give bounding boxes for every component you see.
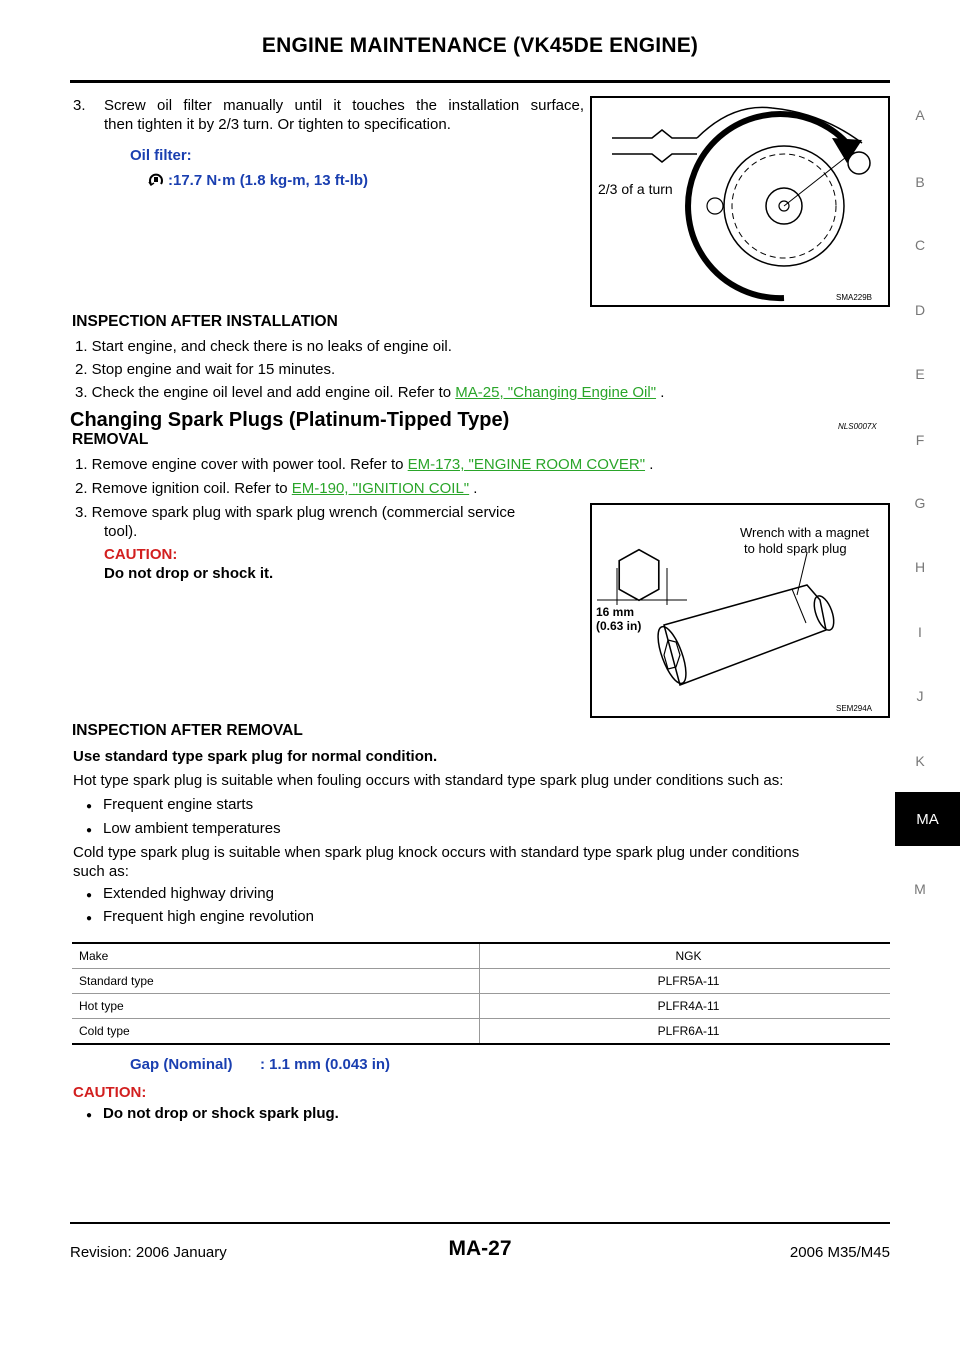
list-item: 3. Remove spark plug with spark plug wrench (commercial service: [75, 504, 516, 521]
revision-date: Revision: 2006 January: [70, 1244, 227, 1261]
section-heading: INSPECTION AFTER INSTALLATION: [72, 313, 338, 330]
caution-label: CAUTION:: [73, 1084, 147, 1101]
size-mm: 16 mm: [596, 605, 635, 619]
ignition-coil-link[interactable]: EM-190, "IGNITION COIL": [291, 480, 470, 497]
list-item-text: 1. Remove engine cover with power tool. Refer to: [75, 456, 408, 473]
sidebar-letter-j[interactable]: J: [916, 688, 924, 704]
caution-bullet: ● Do not drop or shock spark plug.: [103, 1104, 339, 1123]
spark-plug-wrench-figure: [590, 503, 890, 718]
list-item: [75, 383, 664, 402]
list-item: 2. Stop engine and wait for 15 minutes.: [75, 361, 336, 378]
sidebar-letter-m[interactable]: M: [914, 881, 926, 897]
section-heading: INSPECTION AFTER REMOVAL: [72, 722, 303, 739]
table-cell-value: NGK: [480, 943, 891, 969]
sidebar-letter-a[interactable]: A: [915, 107, 925, 123]
list-item-text: 2. Remove ignition coil. Refer to: [75, 480, 292, 497]
spark-plug-table: [72, 942, 890, 1045]
list-item: [75, 479, 477, 498]
gap-label: Gap (Nominal): [130, 1056, 233, 1073]
changing-engine-oil-link[interactable]: MA-25, "Changing Engine Oil": [455, 384, 657, 401]
figure-code: SMA229B: [836, 293, 873, 302]
table-row: [72, 994, 890, 1019]
figure-callout-line2: to hold spark plug: [744, 541, 847, 556]
size-in: (0.63 in): [596, 619, 642, 633]
gap-value: : 1.1 mm (0.043 in): [260, 1056, 391, 1073]
paragraph: Hot type spark plug is suitable when fouling occurs with standard type spark plug under conditions such as:: [73, 772, 784, 789]
spec-value: :17.7 N·m (1.8 kg-m, 13 ft-lb): [168, 172, 369, 189]
model-year: 2006 M35/M45: [789, 1244, 890, 1261]
step-number: 3.: [73, 97, 86, 114]
page-title: ENGINE MAINTENANCE (VK45DE ENGINE): [261, 34, 699, 57]
bullet-item: ● Low ambient temperatures: [103, 819, 281, 838]
engine-room-cover-link[interactable]: EM-173, "ENGINE ROOM COVER": [407, 456, 646, 473]
section-code: NLS0007X: [838, 422, 877, 431]
list-item-end: .: [656, 384, 665, 401]
figure-callout-line1: Wrench with a magnet: [740, 525, 870, 540]
caution-text: Do not drop or shock it.: [104, 565, 274, 582]
list-item-text: 3. Check the engine oil level and add engine oil. Refer to: [75, 384, 456, 401]
sidebar-letter-h[interactable]: H: [914, 559, 926, 575]
paragraph: Use standard type spark plug for normal condition.: [73, 748, 438, 765]
list-item: 1. Start engine, and check there is no leaks of engine oil.: [75, 338, 452, 355]
spec-label: Oil filter:: [130, 147, 192, 164]
list-item: [75, 455, 653, 474]
sidebar-letter-c[interactable]: C: [914, 237, 926, 253]
paragraph: Cold type spark plug is suitable when spark plug knock occurs with standard type spark plug under conditions: [73, 844, 800, 861]
list-item-end: .: [469, 480, 478, 497]
figure-code: SEM294A: [836, 704, 873, 713]
sidebar-letter-b[interactable]: B: [915, 174, 925, 190]
bullet-item: ● Frequent high engine revolution: [103, 907, 314, 926]
sidebar-letter-k[interactable]: K: [915, 753, 925, 769]
table-cell-label: Cold type: [79, 1024, 130, 1038]
sidebar-letter-f[interactable]: F: [915, 432, 925, 448]
bullet-item: ● Frequent engine starts: [103, 795, 253, 814]
turn-caption: 2/3 of a turn: [598, 181, 673, 197]
table-cell-label: Standard type: [72, 969, 480, 994]
oil-filter-figure: [590, 96, 890, 307]
sidebar-letter-d[interactable]: D: [914, 302, 926, 318]
removal-heading: REMOVAL: [72, 431, 149, 448]
footer-divider: [70, 1222, 890, 1224]
sidebar-letter-i[interactable]: I: [918, 624, 922, 640]
table-cell-value: PLFR4A-11: [480, 994, 891, 1019]
step-text-line1: Screw oil filter manually until it touches the installation surface,: [104, 97, 584, 114]
table-cell-label: Make: [72, 943, 480, 969]
sidebar-tab-ma-active[interactable]: MA: [895, 792, 960, 846]
oil-filter-drawing: [592, 98, 888, 305]
table-cell-value: PLFR5A-11: [480, 969, 891, 994]
table-cell-label: Hot type: [72, 994, 480, 1019]
page-number: MA-27: [448, 1237, 512, 1260]
table-row: [72, 969, 890, 994]
table-row: [72, 1019, 890, 1045]
sidebar-letter-g[interactable]: G: [914, 495, 926, 511]
table-row: [72, 943, 890, 969]
section-title: Changing Spark Plugs (Platinum-Tipped Type): [70, 409, 510, 431]
table-cell-value: PLFR6A-11: [480, 1019, 891, 1045]
bullet-item: ● Extended highway driving: [103, 884, 274, 903]
step-text-line2: then tighten it by 2/3 turn. Or tighten to specification.: [104, 116, 451, 133]
list-item-end: .: [645, 456, 654, 473]
caution-label: CAUTION:: [104, 546, 178, 563]
list-item-cont: tool).: [104, 523, 138, 540]
torque-wrench-icon: [148, 172, 164, 188]
sidebar-letter-e[interactable]: E: [915, 366, 925, 382]
paragraph-cont: such as:: [73, 863, 129, 880]
header-divider: [70, 80, 890, 83]
